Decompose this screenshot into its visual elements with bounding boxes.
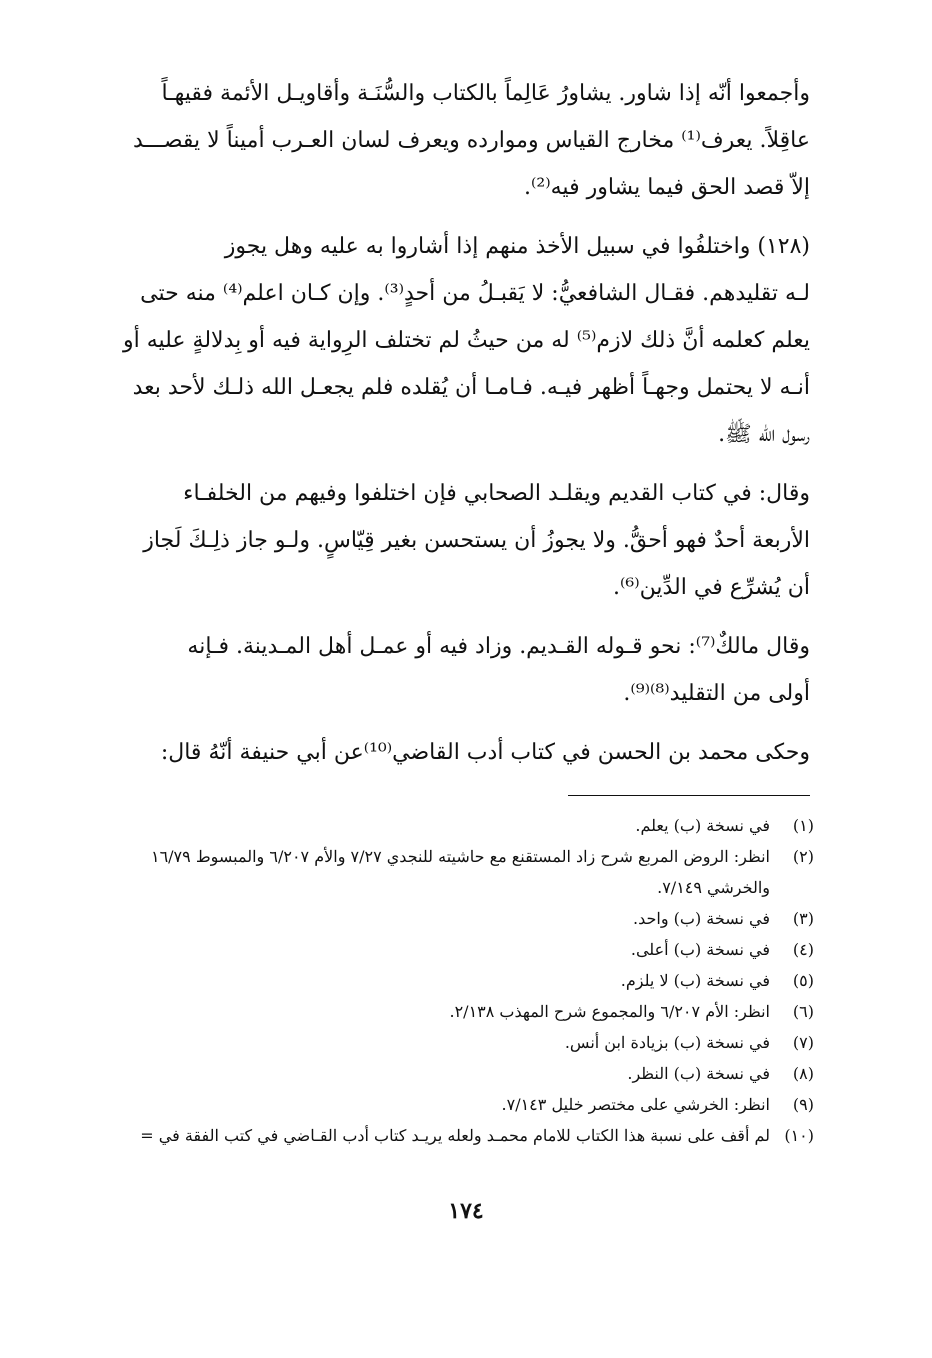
footnote-item — [114, 841, 814, 903]
paragraph-4 — [120, 623, 810, 717]
footnote-text: في نسخة (ب) لا يلزم. — [620, 971, 770, 990]
footnote-number: (٣) — [792, 909, 814, 928]
footnote-number: (٢) — [792, 847, 814, 866]
paragraph-1 — [120, 70, 810, 211]
footnote-item — [114, 934, 814, 965]
text-line: وأجمعوا أنّه إذا شاور. يشاورُ عَالِماً بالكتاب والسُّنَـة وأقاويـل الأئمة فقيهـاً — [161, 81, 810, 106]
footnote-number: (٥) — [792, 971, 814, 990]
text-line: (١٢٨) واختلفُوا في سبيل الأخذ منهم إذا أشاروا به عليه وهل يجوز — [224, 234, 810, 259]
text-line: أن يُشرِّع في الدِّين⁽⁶⁾. — [613, 575, 810, 600]
footnote-item — [114, 810, 814, 841]
paragraph-3 — [120, 470, 810, 611]
main-text — [120, 70, 810, 788]
footnote-number: (٨) — [792, 1064, 814, 1083]
footnote-number: (٦) — [792, 1002, 814, 1021]
footnote-text: في نسخة (ب) يعلم. — [635, 816, 770, 835]
footnote-divider — [568, 795, 810, 796]
footnote-item — [114, 903, 814, 934]
text-line: عاقِلاً. يعرف⁽¹⁾ مخارج القياس وموارده ويعرف لسان العـرب أميناً لا يقصـــد — [132, 128, 810, 153]
text-line: وقال مالكٌ⁽⁷⁾: نحو قـوله القـديم. وزاد فيه أو عمـل أهل المـدينة. فـإنه — [187, 634, 810, 659]
footnote-text: في نسخة (ب) النظر. — [627, 1064, 770, 1083]
text-line: أنـه لا يحتمل وجهـاً أظهر فيـه. فـامـا أن يُقلده فلم يجعـل الله ذلـك لأحد بعد — [132, 375, 810, 400]
footnote-number: (٤) — [792, 940, 814, 959]
footnote-text: في نسخة (ب) أعلى. — [630, 940, 770, 959]
text-line: يعلم كعلمه أنَّ ذلك لازم⁽⁵⁾ له من حيثُ لم تختلف الرِواية فيه أو بِدلالةٍ عليه أو — [122, 328, 810, 353]
text-line: أولى من التقليد⁽⁸⁾⁽⁹⁾. — [623, 681, 810, 706]
text-line: إلاّ قصد الحق فيما يشاور فيه⁽²⁾. — [524, 175, 810, 200]
footnote-text: لم أقف على نسبة هذا الكتاب للامام محمـد ولعله يريـد كتاب أدب القـاضي في كتب الفقة في = — [140, 1126, 770, 1145]
text-line: رسول الله ﷺ. — [718, 422, 810, 447]
footnote-number: (١) — [792, 816, 814, 835]
text-line: وحكى محمد بن الحسن في كتاب أدب القاضي⁽¹⁰⁾عن أبي حنيفة أنّهُ قال: — [160, 740, 810, 765]
footnotes — [114, 810, 814, 1151]
footnote-text: انظر: الأم ٦/٢٠٧ والمجموع شرح المهذب ٢/١٣٨. — [449, 1002, 770, 1021]
footnote-text: في نسخة (ب) واحد. — [633, 909, 770, 928]
footnote-item — [114, 1089, 814, 1120]
footnote-item — [114, 965, 814, 996]
footnote-text: انظر: الروض المربع شرح زاد المستقنع مع حاشيته للنجدي ٧/٢٧ والأم ٦/٢٠٧ والمبسوط ١٦/٧٩ والخرشي ٧/١٤٩. — [150, 847, 770, 897]
text-line: وقال: في كتاب القديم ويقلـد الصحابي فإن اختلفوا وفيهم من الخلفـاء — [183, 481, 810, 506]
footnote-number: (١٠) — [784, 1126, 814, 1145]
page-number: ١٧٤ — [448, 1198, 484, 1224]
footnote-item — [114, 1027, 814, 1058]
footnote-number: (٧) — [792, 1033, 814, 1052]
footnote-item — [114, 1120, 814, 1151]
footnote-text: في نسخة (ب) بزيادة ابن أنس. — [564, 1033, 770, 1052]
footnote-text: انظر: الخرشي على مختصر خليل ٧/١٤٣. — [501, 1095, 770, 1114]
footnote-item — [114, 996, 814, 1027]
footnote-item — [114, 1058, 814, 1089]
footnote-number: (٩) — [792, 1095, 814, 1114]
paragraph-5 — [120, 729, 810, 776]
text-line: لـه تقليدهم. فقـال الشافعيُّ: لا يَقبـلُ من أحدٍ⁽³⁾. وإن كـان اعلم⁽⁴⁾ منه حتى — [140, 281, 810, 306]
text-line: الأربعة أحدٌ فهو أحقُّ. ولا يجوزُ أن يستحسن بغير قِيّاسٍ. ولـو جاز ذلِـكَ لَجاز — [143, 528, 810, 553]
paragraph-2 — [120, 223, 810, 458]
